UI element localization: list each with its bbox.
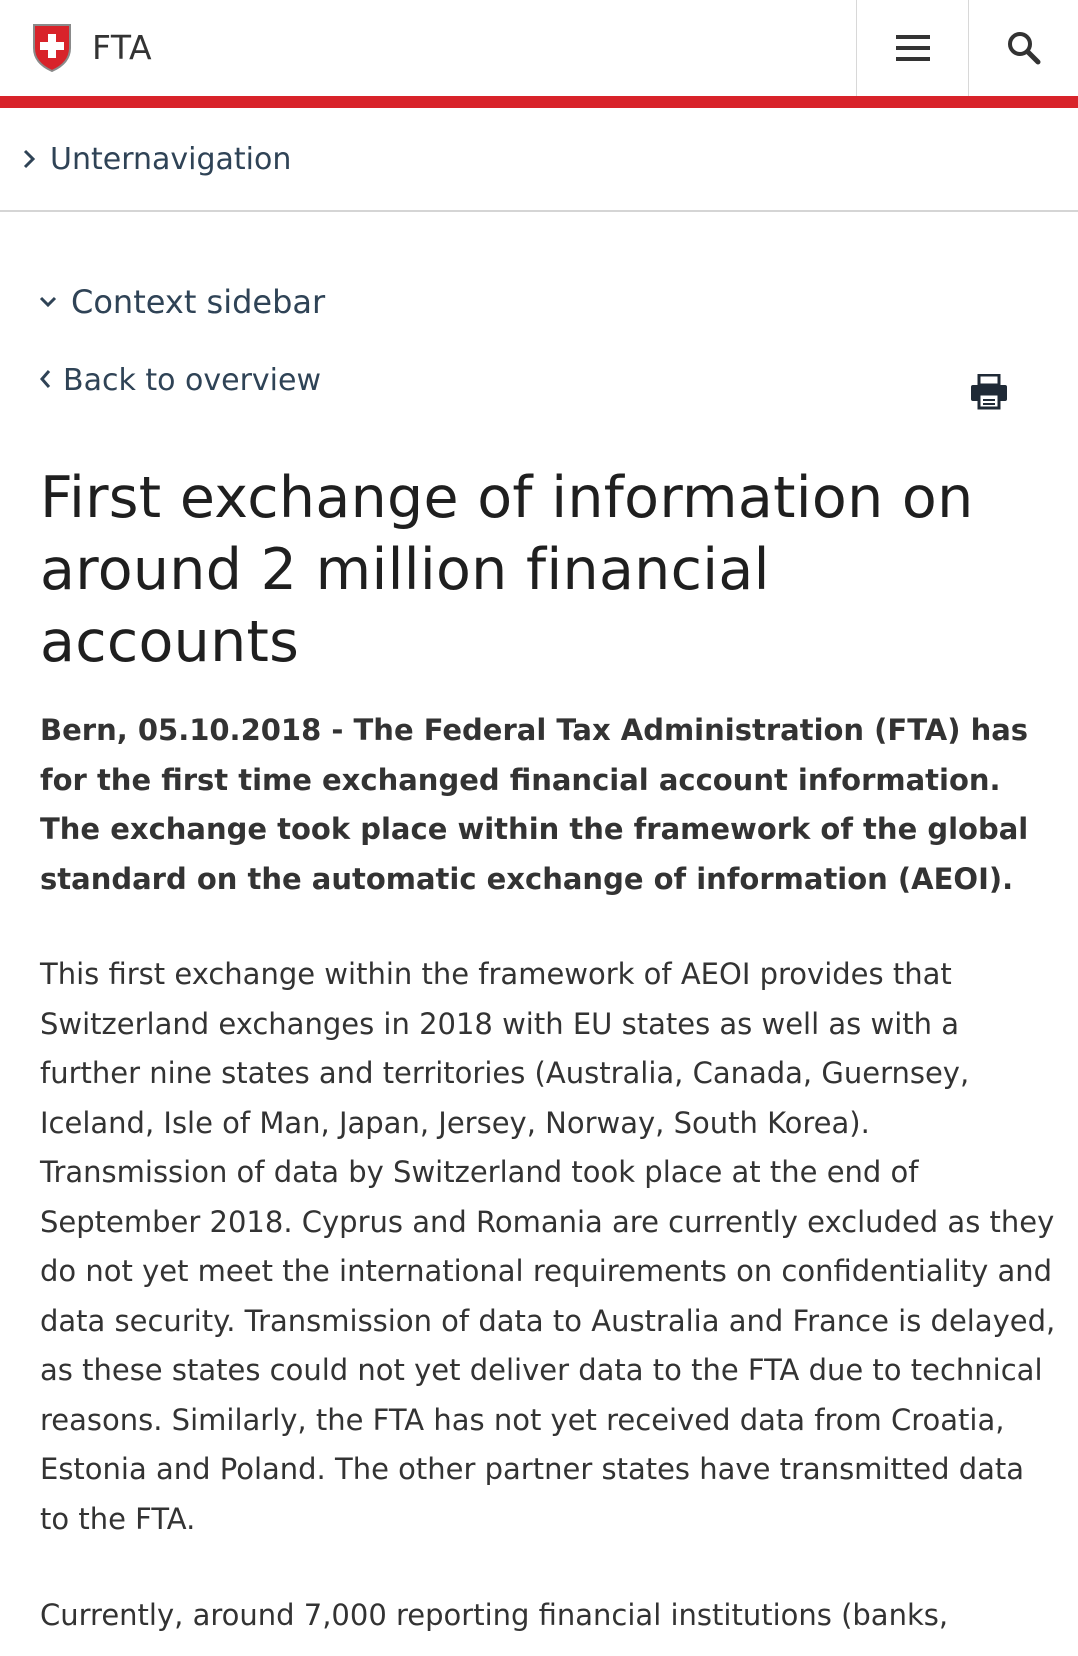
article-paragraph: This first exchange within the framework of AEOI provides that Switzerland exchanges in 2018 with EU states as well as with a further nine states and territories (Australia, Canada, Guernsey, Iceland, Isle of Man, Japan, Jersey, Norway, South Korea). Transmission of data by Switzerland took place at the end of September 2018. Cyprus and Romania are currently excluded as they do not yet meet the international requirements on confidentiality and data security. Transmission of data to Australia and France is delayed, as these states could not yet deliver data to the FTA due to technical reasons. Similarly, the FTA has not yet received data from Croatia, Estonia and Poland. The other partner states have transmitted data to the FTA. bbox=[40, 957, 1056, 1536]
subnavigation-label: Unternavigation bbox=[50, 142, 292, 177]
chevron-left-icon bbox=[38, 368, 52, 390]
hamburger-menu-icon bbox=[896, 34, 930, 62]
search-button[interactable] bbox=[968, 0, 1078, 96]
search-icon bbox=[1007, 31, 1041, 65]
article-title: First exchange of information on around 2 million financial accounts bbox=[40, 465, 974, 675]
back-to-overview-link[interactable]: Back to overview bbox=[63, 363, 322, 398]
article-paragraph: Currently, around 7,000 reporting financial institutions (banks, bbox=[40, 1598, 949, 1632]
printer-icon[interactable] bbox=[970, 374, 1008, 410]
chevron-down-icon bbox=[38, 295, 58, 309]
swiss-coat-of-arms-icon[interactable] bbox=[30, 22, 74, 72]
context-sidebar-toggle[interactable]: Context sidebar bbox=[71, 283, 326, 321]
header-accent-bar bbox=[0, 96, 1078, 108]
menu-button[interactable] bbox=[856, 0, 968, 96]
site-header bbox=[0, 0, 1078, 96]
article-lead: Bern, 05.10.2018 - The Federal Tax Administration (FTA) has for the first time exchanged financial account information. The exchange took place within the framework of the global standard on the automatic exchange of information (AEOI). bbox=[40, 713, 1029, 896]
chevron-right-icon bbox=[22, 148, 36, 170]
subnavigation-toggle[interactable] bbox=[0, 108, 1078, 212]
brand-name[interactable]: FTA bbox=[92, 28, 153, 67]
